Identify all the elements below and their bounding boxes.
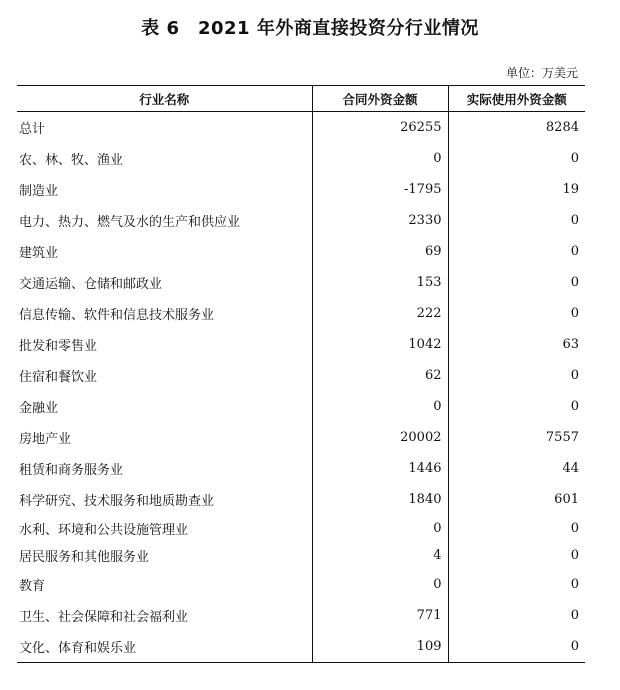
unit-label: 单位：万美元 (505, 66, 578, 80)
industry-name: 居民服务和其他服务业 (19, 550, 150, 565)
contract-amount: 109 (312, 631, 448, 663)
actual-amount: 0 (448, 600, 585, 631)
contract-amount: 20002 (312, 422, 448, 453)
contract-amount: 4 (312, 542, 448, 569)
contract-amount: 153 (312, 267, 448, 298)
industry-name: 租赁和商务服务业 (19, 463, 124, 478)
table-row (17, 391, 585, 422)
industry-name: 制造业 (19, 184, 59, 199)
table-row (17, 453, 585, 484)
table-row (17, 484, 585, 515)
industry-name: 房地产业 (19, 432, 72, 447)
actual-amount: 0 (448, 205, 585, 236)
contract-amount: 69 (312, 236, 448, 267)
actual-amount: 63 (448, 329, 585, 360)
industry-name: 批发和零售业 (19, 339, 98, 354)
actual-amount: 0 (448, 391, 585, 422)
table-title: 表 6 2021 年外商直接投资分行业情况 (141, 18, 479, 39)
contract-amount: 0 (312, 515, 448, 542)
industry-name: 水利、环境和公共设施管理业 (19, 523, 189, 538)
actual-amount: 0 (448, 360, 585, 391)
table-row (17, 236, 585, 267)
actual-amount: 601 (448, 484, 585, 515)
table-row (17, 631, 585, 663)
table-row (17, 600, 585, 631)
table-row (17, 422, 585, 453)
industry-name: 农、林、牧、渔业 (19, 153, 124, 168)
table-row (17, 515, 585, 542)
actual-amount: 0 (448, 515, 585, 542)
actual-amount: 7557 (448, 422, 585, 453)
contract-amount: -1795 (312, 174, 448, 205)
industry-name: 建筑业 (19, 246, 59, 261)
contract-amount: 26255 (312, 112, 448, 144)
table-row (17, 267, 585, 298)
actual-amount: 0 (448, 143, 585, 174)
table-row (17, 329, 585, 360)
column-header-industry: 行业名称 (17, 86, 312, 112)
contract-amount: 0 (312, 391, 448, 422)
industry-name: 总计 (19, 122, 46, 137)
industry-name: 信息传输、软件和信息技术服务业 (19, 308, 215, 323)
contract-amount: 1042 (312, 329, 448, 360)
table-row (17, 174, 585, 205)
industry-name: 卫生、社会保障和社会福利业 (19, 610, 189, 625)
actual-amount: 0 (448, 236, 585, 267)
actual-amount: 0 (448, 631, 585, 663)
contract-amount: 2330 (312, 205, 448, 236)
contract-amount: 771 (312, 600, 448, 631)
actual-amount: 8284 (448, 112, 585, 144)
industry-name: 电力、热力、燃气及水的生产和供应业 (19, 215, 241, 230)
actual-amount: 44 (448, 453, 585, 484)
table-row (17, 112, 585, 144)
industry-name: 交通运输、仓储和邮政业 (19, 277, 163, 292)
actual-amount: 0 (448, 298, 585, 329)
contract-amount: 222 (312, 298, 448, 329)
actual-amount: 0 (448, 542, 585, 569)
fdi-by-industry-table (17, 85, 585, 663)
actual-amount: 0 (448, 267, 585, 298)
column-header-actual: 实际使用外资金额 (448, 86, 585, 112)
actual-amount: 19 (448, 174, 585, 205)
table-row (17, 205, 585, 236)
table-row (17, 143, 585, 174)
table-row (17, 298, 585, 329)
table-row (17, 360, 585, 391)
table-row (17, 569, 585, 600)
contract-amount: 1840 (312, 484, 448, 515)
contract-amount: 0 (312, 143, 448, 174)
column-header-contract: 合同外资金额 (312, 86, 448, 112)
industry-name: 金融业 (19, 401, 59, 416)
contract-amount: 62 (312, 360, 448, 391)
contract-amount: 1446 (312, 453, 448, 484)
actual-amount: 0 (448, 569, 585, 600)
contract-amount: 0 (312, 569, 448, 600)
industry-name: 科学研究、技术服务和地质勘查业 (19, 494, 215, 509)
table-row (17, 542, 585, 569)
industry-name: 文化、体育和娱乐业 (17, 631, 312, 663)
table-header-row (17, 86, 585, 112)
industry-name: 教育 (19, 579, 46, 594)
industry-name: 住宿和餐饮业 (19, 370, 98, 385)
